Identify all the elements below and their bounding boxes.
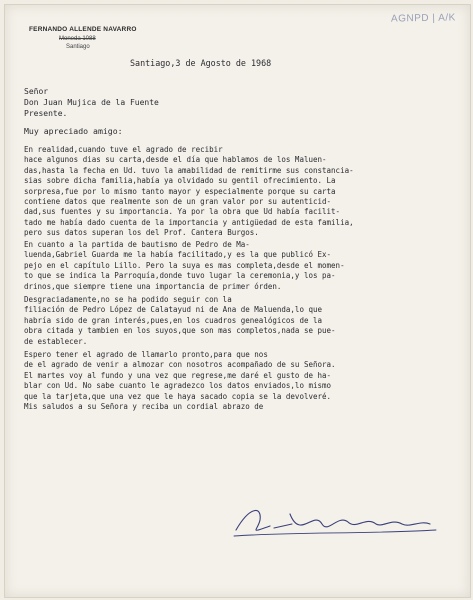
text-line: Mis saludos a su Señora y reciba un cordial abrazo de [24,402,264,412]
text-line: pejo en el capítulo Lillo. Pero la suya es mas completa,desde el momen- [24,260,345,270]
recipient-title: Señor [24,87,49,96]
letterhead [29,26,149,50]
paragraph-2 [24,240,444,292]
text-line: que la tarjeta,que una vez que le haya sacado copia se la devolveré. [24,391,332,401]
text-line: contiene datos que realmente son de un gran valor por su autenticid- [24,197,332,207]
text-line: drinos,que siempre tiene una importancia de primer órden. [24,281,282,291]
text-line: dad,sus fuentes y su importancia. Ya por la obra que Ud había facilit- [24,207,341,217]
handwritten-signature [230,500,440,540]
text-line: hace algunos dias su carta,desde el día que hablamos de los Maluen- [24,155,327,165]
archive-stamp: AGNPD | A/K [391,12,457,25]
letterhead-address: Moneda 1088 [59,36,96,42]
text-line: pero sus datos superan los del Prof. Cantera Burgos. [24,228,259,238]
text-line: de el agrado de venir a almozar con nosotros acompañado de su Señora. [24,360,336,370]
text-line: Desgraciadamente,no se ha podido seguir con la [24,295,232,304]
text-line: En realidad,cuando tuve el agrado de recibir [24,145,223,154]
text-line: En cuanto a la partida de bautismo de Pedro de Ma- [24,240,250,249]
paragraph-4 [24,350,444,412]
paragraph-3 [24,295,444,347]
text-line: habría sido de gran interés,pues,en los cuadros genealógicos de la [24,315,323,325]
salutation: Muy apreciado amigo: [24,126,123,136]
text-line: luenda,Gabriel Guarda me la había facilitado,y es la que publicó Ex- [24,250,332,260]
text-line: filiación de Pedro López de Calatayud ni de Ana de Maluenda,lo que [24,305,323,315]
recipient-presente: Presente. [24,109,68,118]
text-line: El martes voy al fundo y una vez que regrese,me daré el gusto de ha- [24,370,332,380]
date-line: Santiago,3 de Agosto de 1968 [130,58,272,68]
text-line: obra citada y tambien en los suyos,que son mas completos,nada se pue- [24,326,336,336]
letterhead-name: FERNANDO ALLENDE NAVARRO [29,26,137,33]
text-line: de establecer. [24,336,88,346]
text-line: blar con Ud. No sabe cuanto le agradezco los datos enviados,lo mismo [24,381,332,391]
text-line: to que se indica la Parroquía,donde tuvo lugar la ceremonia,y los pa- [24,271,336,281]
recipient-name: Don Juan Mujica de la Fuente [24,98,159,107]
text-line: das,hasta la fecha en Ud. tuvo la amabilidad de remitirme sus constancia- [24,165,354,175]
text-line: sorpresa,fue por lo mismo tanto mayor y especialmente porque su carta [24,186,336,196]
paragraph-1 [24,145,444,239]
text-line: Espero tener el agrado de llamarlo pronto,para que nos [24,350,268,359]
letterhead-city: Santiago [66,44,90,50]
text-line: tado me había dado cuenta de la importancia y antigüedad de esta familia, [24,217,354,227]
text-line: sias sobre dicha familia,había ya olvidado su gentil ofrecimiento. La [24,176,336,186]
